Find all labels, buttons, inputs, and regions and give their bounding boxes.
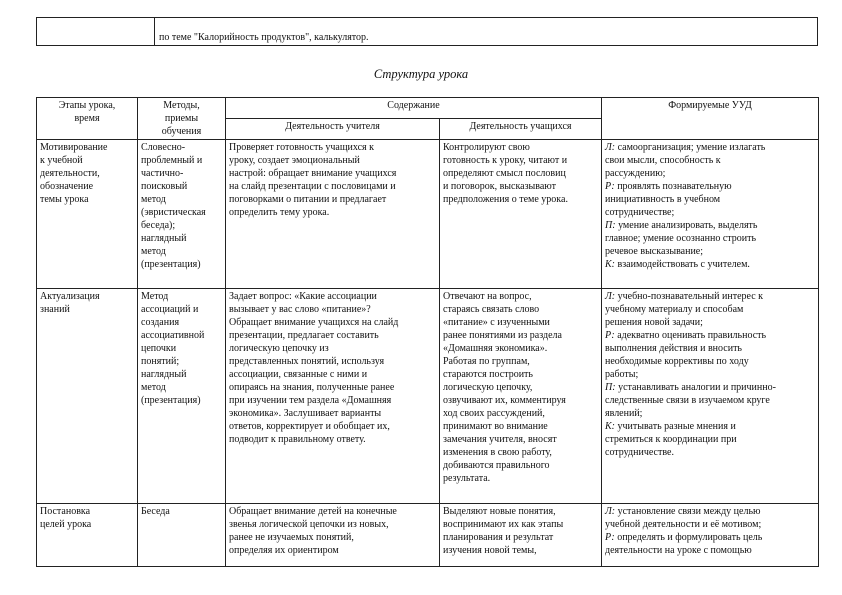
uud-line: П: умение анализировать, выделять: [605, 220, 758, 231]
student-activity-cell-line: Выделяют новые понятия,: [443, 506, 556, 517]
methods-cell-line: поисковый: [141, 181, 188, 192]
uud-line: сотрудничестве;: [605, 207, 675, 218]
uud-line: К: взаимодействовать с учителем.: [605, 259, 750, 270]
uud-label: П:: [605, 382, 619, 393]
header-strip-table: [36, 17, 818, 46]
uud-line: рассуждению;: [605, 168, 666, 179]
teacher-activity-cell-line: настрой: обращает внимание учащихся: [229, 168, 397, 179]
uud-line: стремиться к координации при: [605, 434, 737, 445]
stage-cell-line: темы урока: [40, 194, 89, 205]
methods-cell-line: понятий;: [141, 356, 180, 367]
methods-cell-line: наглядный: [141, 369, 187, 380]
header-stages-line: время: [74, 113, 100, 124]
uud-line: необходимые коррективы по ходу: [605, 356, 749, 367]
uud-line: деятельности на уроке с помощью: [605, 545, 752, 556]
uud-line: Р: определять и формулировать цель: [605, 532, 763, 543]
methods-cell: [138, 504, 226, 567]
student-activity-cell-line: воспринимают их как этапы: [443, 519, 564, 530]
methods-cell-line: метод: [141, 382, 166, 393]
teacher-activity-cell-line: презентации, предлагает составить: [229, 330, 379, 341]
stage-cell: [37, 504, 138, 567]
uud-line: П: устанавливать аналогии и причинно-: [605, 382, 776, 393]
student-activity-cell-line: стараясь связать слово: [443, 304, 540, 315]
methods-cell-line: (презентация): [141, 395, 201, 406]
stage-cell-line: обозначение: [40, 181, 94, 192]
uud-line: Л: установление связи между целью: [605, 506, 761, 517]
teacher-activity-cell-line: логическую цепочку из: [229, 343, 329, 354]
uud-label: П:: [605, 220, 619, 231]
uud-line: явлений;: [605, 408, 643, 419]
methods-cell: [138, 289, 226, 504]
student-activity-cell-line: результата.: [443, 473, 491, 484]
uud-label: Р:: [605, 330, 618, 341]
teacher-activity-cell-line: Проверяет готовность учащихся к: [229, 142, 375, 153]
methods-cell-line: Беседа: [141, 506, 170, 517]
header-strip-text: по теме "Калорийность продуктов", калькулятор.: [159, 32, 369, 43]
uud-line: Р: адекватно оценивать правильность: [605, 330, 767, 341]
uud-cell: [602, 140, 819, 289]
teacher-activity-cell-line: Обращает внимание учащихся на слайд: [229, 317, 399, 328]
header-stages-line: Этапы урока,: [58, 100, 116, 111]
uud-line: инициативность в учебном: [605, 194, 721, 205]
header-strip-text-cell: [155, 18, 818, 46]
stage-cell-line: знаний: [40, 304, 70, 315]
teacher-activity-cell-line: звенья логической цепочки из новых,: [229, 519, 389, 530]
table-row: [37, 140, 819, 289]
student-activity-cell-line: предположения о теме урока.: [443, 194, 568, 205]
uud-line: Р: проявлять познавательную: [605, 181, 732, 192]
uud-label: К:: [605, 421, 618, 432]
student-activity-cell-line: Отвечают на вопрос,: [443, 291, 532, 302]
teacher-activity-cell-line: экономика». Заслушивает варианты: [229, 408, 382, 419]
student-activity-cell-line: Контролируют свою: [443, 142, 530, 153]
table-body: [37, 140, 819, 567]
stage-cell-line: Постановка: [40, 506, 91, 517]
methods-cell-line: метод: [141, 194, 166, 205]
uud-label: К:: [605, 259, 618, 270]
uud-line: решения новой задачи;: [605, 317, 703, 328]
student-activity-cell-line: готовность к уроку, читают и: [443, 155, 568, 166]
uud-line: К: учитывать разные мнения и: [605, 421, 736, 432]
methods-cell-line: Словесно-: [141, 142, 186, 153]
student-activity-cell-line: планирования и результат: [443, 532, 554, 543]
student-activity-cell-line: ранее понятиями из раздела: [443, 330, 562, 341]
uud-line: свои мысли, способность к: [605, 155, 721, 166]
student-activity-cell-line: добиваются правильного: [443, 460, 550, 471]
student-activity-cell-line: изучения новой темы,: [443, 545, 537, 556]
header-stages: [37, 98, 138, 140]
teacher-activity-cell: [226, 140, 440, 289]
teacher-activity-cell-line: подводит к правильному ответу.: [229, 434, 366, 445]
teacher-activity-cell-line: ассоциации, связанные с ними и: [229, 369, 368, 380]
stage-cell-line: Актуализация: [40, 291, 100, 302]
uud-line: Л: учебно-познавательный интерес к: [605, 291, 763, 302]
stage-cell: [37, 289, 138, 504]
student-activity-cell-line: логическую цепочку,: [443, 382, 533, 393]
methods-cell-line: цепочки: [141, 343, 177, 354]
methods-cell-line: ассоциативной: [141, 330, 205, 341]
student-activity-cell-line: «питание» с изученными: [443, 317, 550, 328]
uud-label: Р:: [605, 532, 618, 543]
table-row: [37, 504, 819, 567]
uud-line: сотрудничестве.: [605, 447, 674, 458]
header-teacher-activity: Деятельность учителя: [226, 119, 440, 140]
methods-cell-line: ассоциаций и: [141, 304, 199, 315]
uud-label: Л:: [605, 291, 618, 302]
uud-line: работы;: [605, 369, 639, 380]
teacher-activity-cell-line: на слайд презентации с пословицами и: [229, 181, 396, 192]
student-activity-cell-line: озвучивают их, комментируя: [443, 395, 566, 406]
header-methods: [138, 98, 226, 140]
teacher-activity-cell: [226, 289, 440, 504]
student-activity-cell: [440, 504, 602, 567]
methods-cell-line: проблемный и: [141, 155, 203, 166]
lesson-structure-table: [36, 97, 819, 567]
header-uud: Формируемые УУД: [602, 98, 819, 140]
stage-cell-line: Мотивирование: [40, 142, 108, 153]
student-activity-cell-line: стараются построить: [443, 369, 533, 380]
uud-cell: [602, 289, 819, 504]
student-activity-cell-line: принимают во внимание: [443, 421, 548, 432]
uud-line: главное; умение осознанно строить: [605, 233, 757, 244]
methods-cell-line: беседа);: [141, 220, 176, 231]
student-activity-cell-line: изменения в свою работу,: [443, 447, 552, 458]
student-activity-cell-line: «Домашняя экономика».: [443, 343, 548, 354]
stage-cell-line: целей урока: [40, 519, 92, 530]
uud-line: выполнения действия и вносить: [605, 343, 742, 354]
student-activity-cell: [440, 140, 602, 289]
teacher-activity-cell-line: уроку, создает эмоциональный: [229, 155, 360, 166]
uud-label: Л:: [605, 506, 618, 517]
teacher-activity-cell-line: поговорками о питании и предлагает: [229, 194, 387, 205]
stage-cell-line: деятельности,: [40, 168, 100, 179]
teacher-activity-cell-line: представленных понятий, используя: [229, 356, 385, 367]
student-activity-cell-line: определяют смысл пословиц: [443, 168, 566, 179]
methods-cell: [138, 140, 226, 289]
student-activity-cell-line: замечания учителя, вносят: [443, 434, 557, 445]
methods-cell-line: частично-: [141, 168, 184, 179]
stage-cell: [37, 140, 138, 289]
teacher-activity-cell-line: ранее не изучаемых понятий,: [229, 532, 354, 543]
methods-cell-line: (презентация): [141, 259, 201, 270]
methods-cell-line: метод: [141, 246, 166, 257]
methods-cell-line: (эвристическая: [141, 207, 206, 218]
methods-cell-line: создания: [141, 317, 180, 328]
teacher-activity-cell-line: вызывает у вас слово «питание»?: [229, 304, 371, 315]
teacher-activity-cell-line: опираясь на знания, полученные ранее: [229, 382, 395, 393]
teacher-activity-cell-line: Обращает внимание детей на конечные: [229, 506, 397, 517]
table-row: [37, 289, 819, 504]
teacher-activity-cell-line: определяя их ориентиром: [229, 545, 339, 556]
teacher-activity-cell-line: при изучении тем раздела «Домашняя: [229, 395, 392, 406]
uud-line: следственные связи в изучаемом круге: [605, 395, 770, 406]
teacher-activity-cell-line: Задает вопрос: «Какие ассоциации: [229, 291, 377, 302]
student-activity-cell-line: Работая по группам,: [443, 356, 530, 367]
uud-line: учебному материалу и способам: [605, 304, 744, 315]
header-strip-empty-cell: [37, 18, 155, 46]
uud-line: учебной деятельности и её мотивом;: [605, 519, 762, 530]
student-activity-cell-line: ход своих рассуждений,: [443, 408, 545, 419]
header-methods-line: обучения: [161, 126, 202, 137]
header-student-activity: Деятельность учащихся: [440, 119, 602, 140]
student-activity-cell-line: и поговорок, высказывают: [443, 181, 556, 192]
teacher-activity-cell-line: ответов, корректирует и обобщает их,: [229, 421, 390, 432]
teacher-activity-cell: [226, 504, 440, 567]
stage-cell-line: к учебной: [40, 155, 83, 166]
teacher-activity-cell-line: определить тему урока.: [229, 207, 330, 218]
student-activity-cell: [440, 289, 602, 504]
header-content: Содержание: [226, 98, 602, 119]
header-methods-line: приемы: [164, 113, 199, 124]
uud-label: Р:: [605, 181, 618, 192]
uud-cell: [602, 504, 819, 567]
header-methods-line: Методы,: [163, 100, 200, 111]
methods-cell-line: наглядный: [141, 233, 187, 244]
uud-label: Л:: [605, 142, 618, 153]
page-title: Структура урока: [373, 67, 469, 81]
methods-cell-line: Метод: [141, 291, 169, 302]
uud-line: речевое высказывание;: [605, 246, 704, 257]
uud-line: Л: самоорганизация; умение излагать: [605, 142, 766, 153]
